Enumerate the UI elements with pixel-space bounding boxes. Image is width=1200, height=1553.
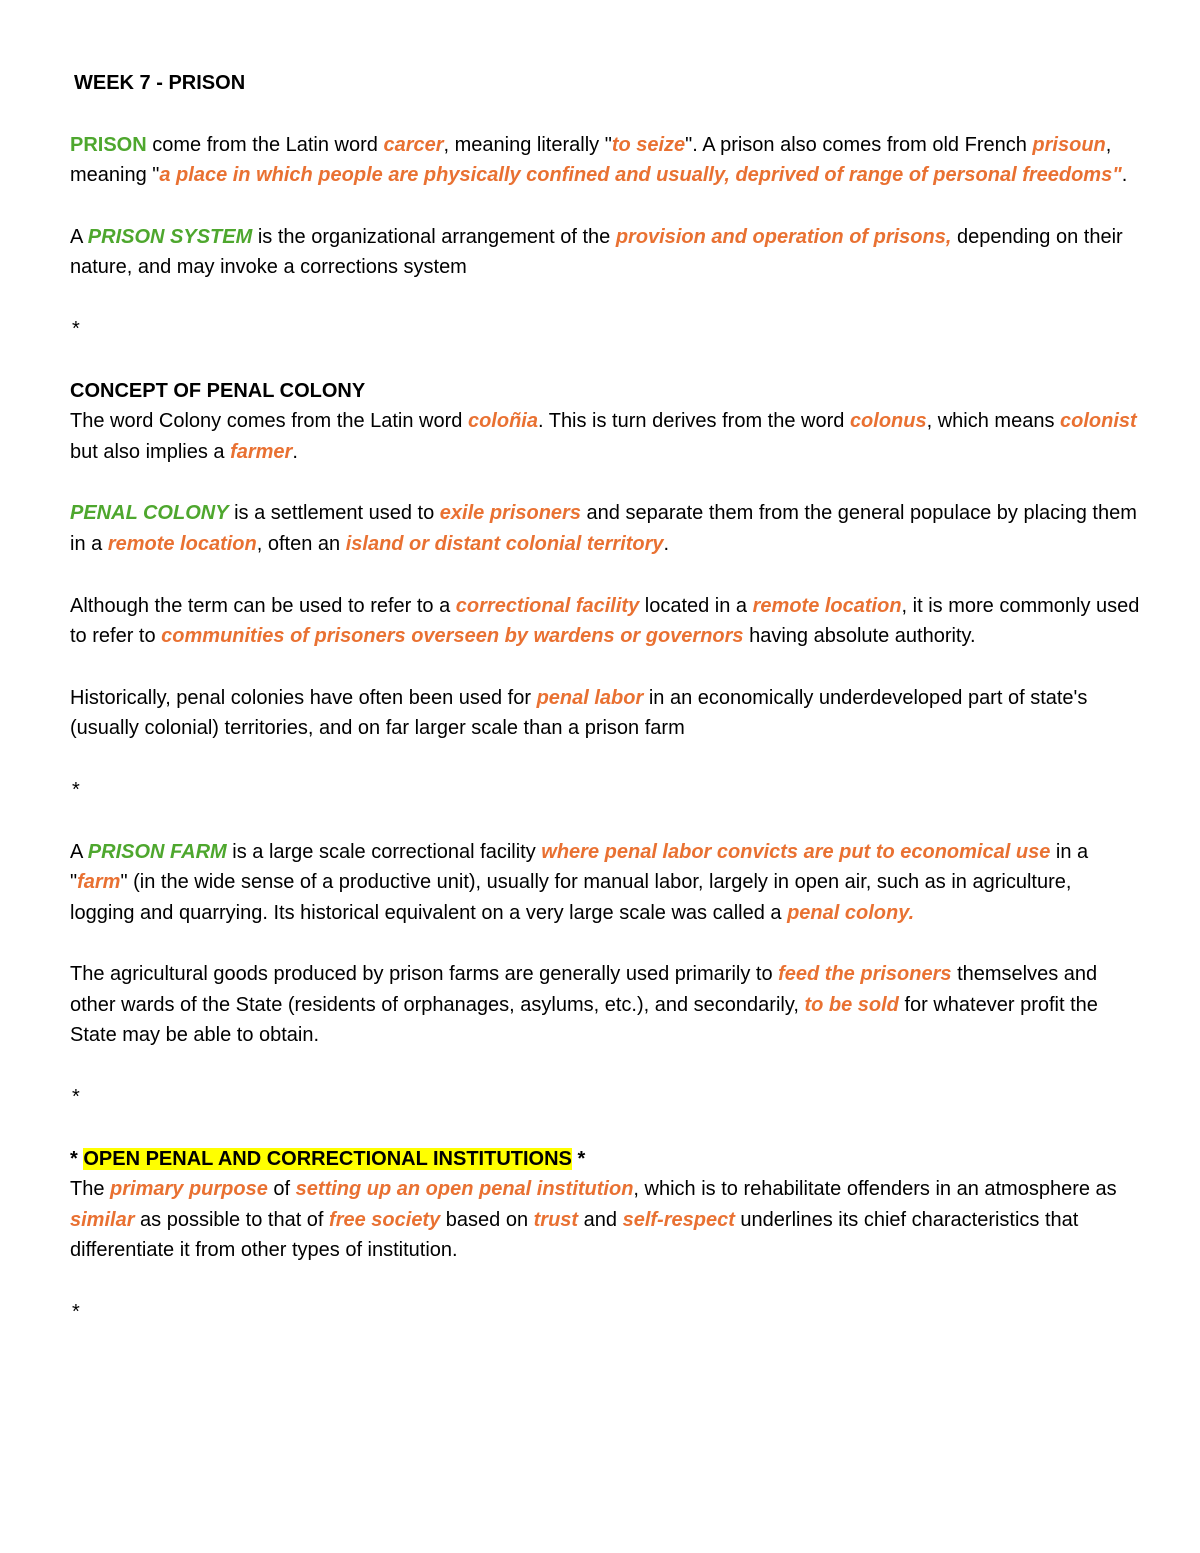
text: in an economically underdeveloped part of state's (usually colonial) territories, and on far larger scale than a prison farm xyxy=(70,686,1088,740)
term-feed-the-prisoners: feed the prisoners xyxy=(778,963,952,986)
term-carcer: carcer xyxy=(383,133,444,156)
text: Although the term can be used to refer to a xyxy=(70,594,456,617)
term-communities-of-prisoners: communities of prisoners overseen by wardens or governors xyxy=(161,625,744,648)
page-title: WEEK 7 - PRISON xyxy=(74,72,246,94)
text: " (in the wide sense of a productive unit), usually for manual labor, largely in open air, such as in agriculture, logging and quarrying. Its historical equivalent on a very large scale was called a xyxy=(70,871,1072,924)
term-penal-colony: penal colony. xyxy=(787,901,915,924)
term-prison-farm: PRISON FARM xyxy=(87,840,227,863)
penal-colony-definition-paragraph xyxy=(70,498,1140,559)
term-penal-colony: PENAL COLONY xyxy=(70,502,229,525)
text: themselves and other wards of the State (residents of orphanages, asylums, etc.), and secondarily, xyxy=(70,963,1098,1016)
text: . xyxy=(1121,164,1128,187)
term-colonist: colonist xyxy=(1060,410,1137,433)
prison-farm-paragraph xyxy=(70,837,1140,929)
prison-system-paragraph xyxy=(70,222,1140,283)
text: for whatever profit the State may be able to obtain. xyxy=(70,993,1098,1047)
text: based on xyxy=(440,1208,534,1231)
text: is a large scale correctional facility xyxy=(226,840,542,863)
term-remote-location: remote location xyxy=(107,532,257,555)
text: is a settlement used to xyxy=(228,502,440,525)
separator-star: * xyxy=(72,778,80,801)
term-colonia: coloñia xyxy=(467,410,538,433)
text: Historically, penal colonies have often been used for xyxy=(70,686,537,709)
text: The xyxy=(70,1178,111,1201)
term-farmer: farmer xyxy=(230,440,293,463)
text: , it is more commonly used to refer to xyxy=(70,594,1140,648)
penal-labor-paragraph xyxy=(70,683,1140,744)
term-to-seize: to seize xyxy=(611,133,686,156)
text: depending on their nature, and may invoke a corrections system xyxy=(70,225,1123,279)
term-prison: PRISON xyxy=(70,133,147,156)
text: in a " xyxy=(70,840,1089,894)
separator-star: * xyxy=(72,1301,80,1324)
open-institution-paragraph xyxy=(70,1174,1140,1266)
term-correctional-facility: correctional facility xyxy=(455,594,640,617)
text: . This is turn derives from the word xyxy=(537,410,850,433)
text: The word Colony comes from the Latin word xyxy=(70,410,468,433)
highlighted-heading: OPEN PENAL AND CORRECTIONAL INSTITUTIONS xyxy=(83,1147,572,1170)
separator-star: * xyxy=(72,317,80,340)
text: , meaning literally " xyxy=(443,133,612,156)
document-page xyxy=(70,68,1140,1328)
text: located in a xyxy=(639,594,753,617)
text: , often an xyxy=(256,532,346,555)
term-self-respect: self-respect xyxy=(622,1208,735,1231)
term-penal-labor: penal labor xyxy=(536,686,644,709)
text: . xyxy=(663,532,670,555)
correctional-facility-paragraph xyxy=(70,591,1140,652)
prison-definition-paragraph xyxy=(70,130,1140,191)
term-prisoun: prisoun xyxy=(1032,133,1106,156)
text: A xyxy=(70,840,88,863)
term-island-territory: island or distant colonial territory xyxy=(345,532,664,555)
text: underlines its chief characteristics that differentiate it from other types of institution. xyxy=(70,1208,1079,1262)
term-to-be-sold: to be sold xyxy=(804,993,899,1016)
term-economical-use: where penal labor convicts are put to economical use xyxy=(541,840,1051,863)
section-heading-open-institutions xyxy=(70,1144,1140,1175)
separator-star: * xyxy=(72,1086,80,1109)
text: The agricultural goods produced by prison farms are generally used primarily to xyxy=(70,963,779,986)
prisoun-meaning: a place in which people are physically confined and usually, deprived of range of personal freedoms" xyxy=(159,164,1122,187)
text: A xyxy=(70,225,88,248)
text: * xyxy=(571,1147,586,1170)
text: but also implies a xyxy=(70,440,231,463)
term-open-penal-institution: setting up an open penal institution xyxy=(295,1178,634,1201)
term-exile-prisoners: exile prisoners xyxy=(439,502,581,525)
text: having absolute authority. xyxy=(743,625,976,648)
term-trust: trust xyxy=(533,1208,579,1231)
text: , meaning " xyxy=(70,133,1112,187)
term-similar: similar xyxy=(70,1208,135,1231)
term-provision-operation: provision and operation of prisons, xyxy=(615,225,952,248)
text: come from the Latin word xyxy=(146,133,384,156)
colony-etymology-paragraph xyxy=(70,406,1140,467)
text: as possible to that of xyxy=(134,1208,330,1231)
term-free-society: free society xyxy=(329,1208,441,1231)
agricultural-goods-paragraph xyxy=(70,959,1140,1051)
text: of xyxy=(267,1178,296,1201)
term-farm: farm xyxy=(77,871,121,894)
term-prison-system: PRISON SYSTEM xyxy=(87,225,253,248)
term-colonus: colonus xyxy=(849,410,927,433)
term-primary-purpose: primary purpose xyxy=(110,1178,268,1201)
text: , which means xyxy=(926,410,1060,433)
text: and separate them from the general populace by placing them in a xyxy=(70,502,1137,555)
text: * xyxy=(70,1147,84,1170)
section-heading-penal-colony: CONCEPT OF PENAL COLONY xyxy=(70,379,366,402)
text: and xyxy=(578,1208,623,1231)
text: is the organizational arrangement of the xyxy=(252,225,616,248)
term-remote-location: remote location xyxy=(752,594,902,617)
text: ". A prison also comes from old French xyxy=(685,133,1033,156)
text: , which is to rehabilitate offenders in an atmosphere as xyxy=(633,1178,1117,1201)
text: . xyxy=(292,440,298,463)
